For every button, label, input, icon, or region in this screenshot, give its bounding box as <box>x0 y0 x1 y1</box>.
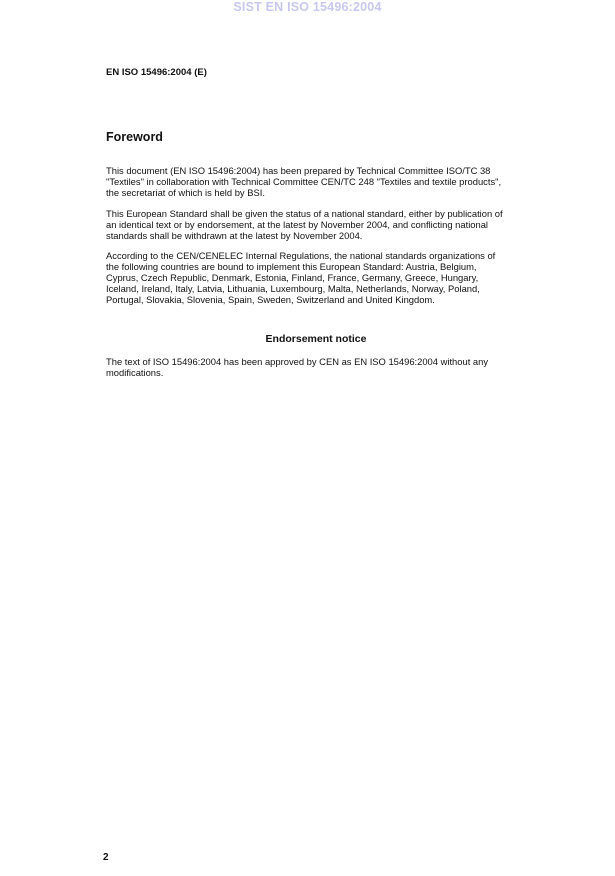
text-line: Portugal, Slovakia, Slovenia, Spain, Sweden, Switzerland and United Kingdom. <box>106 294 435 305</box>
text-line: Cyprus, Czech Republic, Denmark, Estonia, Finland, France, Germany, Greece, Hungary, <box>106 272 479 283</box>
text-line: modifications. <box>106 367 164 378</box>
text-line: This document (EN ISO 15496:2004) has been prepared by Technical Committee ISO/TC 38 <box>106 165 491 176</box>
endorsement-heading: Endorsement notice <box>265 333 367 345</box>
page-number: 2 <box>103 852 109 863</box>
text-line: "Textiles" in collaboration with Technical Committee CEN/TC 248 "Textiles and textile products", <box>106 176 502 187</box>
text-line: an identical text or by endorsement, at the latest by November 2004, and conflicting national <box>106 219 488 230</box>
text-line: The text of ISO 15496:2004 has been approved by CEN as EN ISO 15496:2004 without any <box>106 356 489 367</box>
text-line: the following countries are bound to implement this European Standard: Austria, Belgium, <box>106 261 477 272</box>
foreword-paragraph-1 <box>106 165 536 198</box>
foreword-paragraph-3 <box>106 250 536 305</box>
text-line: According to the CEN/CENELEC Internal Regulations, the national standards organizations of <box>106 250 496 261</box>
text-line: the secretariat of which is held by BSI. <box>106 187 265 198</box>
foreword-paragraph-2 <box>106 208 536 241</box>
foreword-heading: Foreword <box>106 130 163 144</box>
text-line: Iceland, Ireland, Italy, Latvia, Lithuania, Luxembourg, Malta, Netherlands, Norway, Poland, <box>106 283 480 294</box>
watermark: SIST EN ISO 15496:2004 <box>233 0 382 14</box>
text-line: standards shall be withdrawn at the latest by November 2004. <box>106 230 363 241</box>
document-header: EN ISO 15496:2004 (E) <box>106 67 207 78</box>
text-line: This European Standard shall be given the status of a national standard, either by publication of <box>106 208 503 219</box>
endorsement-paragraph <box>106 356 536 378</box>
